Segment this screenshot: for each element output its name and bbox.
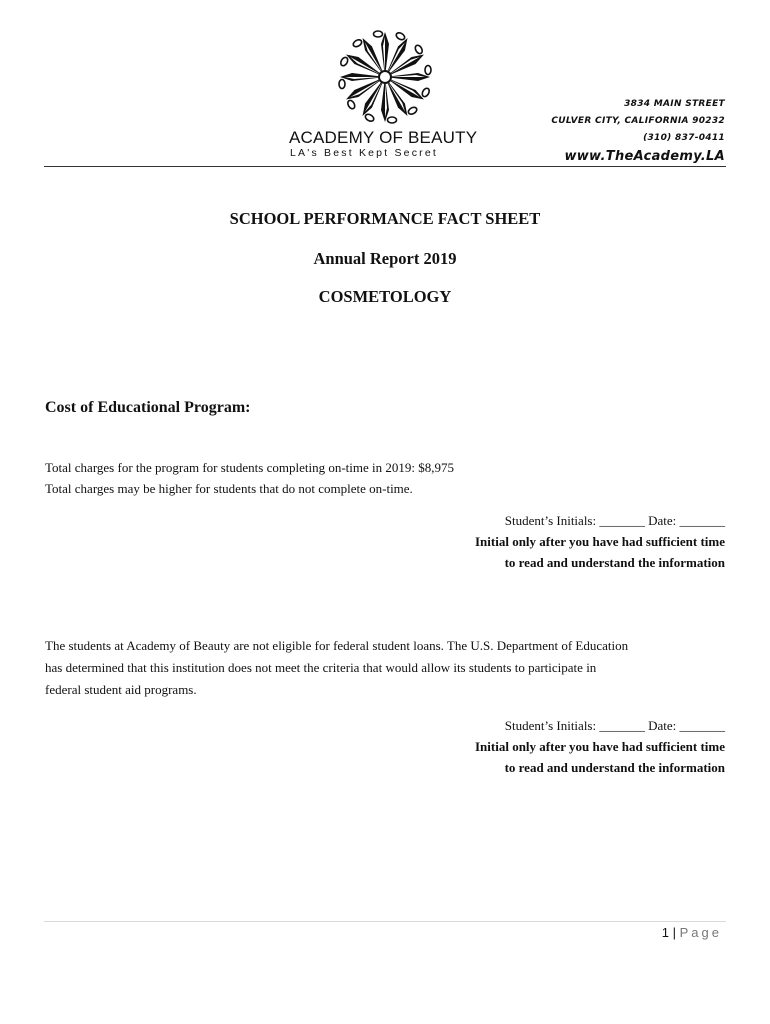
initials-note-line-2: to read and understand the information	[504, 760, 725, 775]
page-footer	[662, 925, 722, 940]
footer-divider	[44, 921, 726, 922]
page-separator: |	[672, 925, 676, 940]
brand-tagline: LA's Best Kept Secret	[290, 147, 439, 159]
page-number: 1	[661, 925, 669, 940]
cost-line-2: Total charges may be higher for students that do not complete on-time.	[45, 481, 413, 496]
initials-block-1	[475, 510, 725, 573]
cost-paragraph	[45, 457, 735, 499]
loans-line-1: The students at Academy of Beauty are not eligible for federal student loans. The U.S. Department of Education	[45, 638, 629, 653]
header-divider	[44, 166, 726, 167]
initials-note-line-1: Initial only after you have had sufficient time	[474, 534, 725, 549]
initials-note-line-2: to read and understand the information	[504, 555, 725, 570]
program-title: COSMETOLOGY	[318, 287, 452, 306]
document-title: SCHOOL PERFORMANCE FACT SHEET	[229, 209, 541, 228]
brand-name: ACADEMY OF BEAUTY	[289, 128, 478, 147]
initials-block-2	[475, 715, 725, 778]
address-city: CULVER CITY, CALIFORNIA 90232	[551, 116, 725, 126]
loans-line-2: has determined that this institution does not meet the criteria that would allow its students to participate in	[45, 660, 597, 675]
loans-paragraph	[45, 635, 735, 701]
address-street: 3834 MAIN STREET	[624, 99, 725, 109]
address-block	[551, 96, 725, 167]
address-phone: (310) 837-0411	[643, 133, 725, 143]
initials-note-line-1: Initial only after you have had sufficient time	[474, 739, 725, 754]
cost-line-1: Total charges for the program for students completing on-time in 2019: $8,975	[45, 460, 454, 475]
scissors-wreath-logo	[330, 22, 440, 132]
initials-date-field[interactable]: Student’s Initials: _______ Date: _______	[504, 718, 725, 733]
initials-date-field[interactable]: Student’s Initials: _______ Date: _______	[504, 513, 725, 528]
loans-line-3: federal student aid programs.	[45, 682, 197, 697]
cost-section-heading: Cost of Educational Program:	[45, 399, 251, 416]
page-label: Page	[679, 925, 722, 940]
report-year-title: Annual Report 2019	[313, 249, 457, 268]
website-link[interactable]: www.TheAcademy.LA	[564, 149, 725, 164]
